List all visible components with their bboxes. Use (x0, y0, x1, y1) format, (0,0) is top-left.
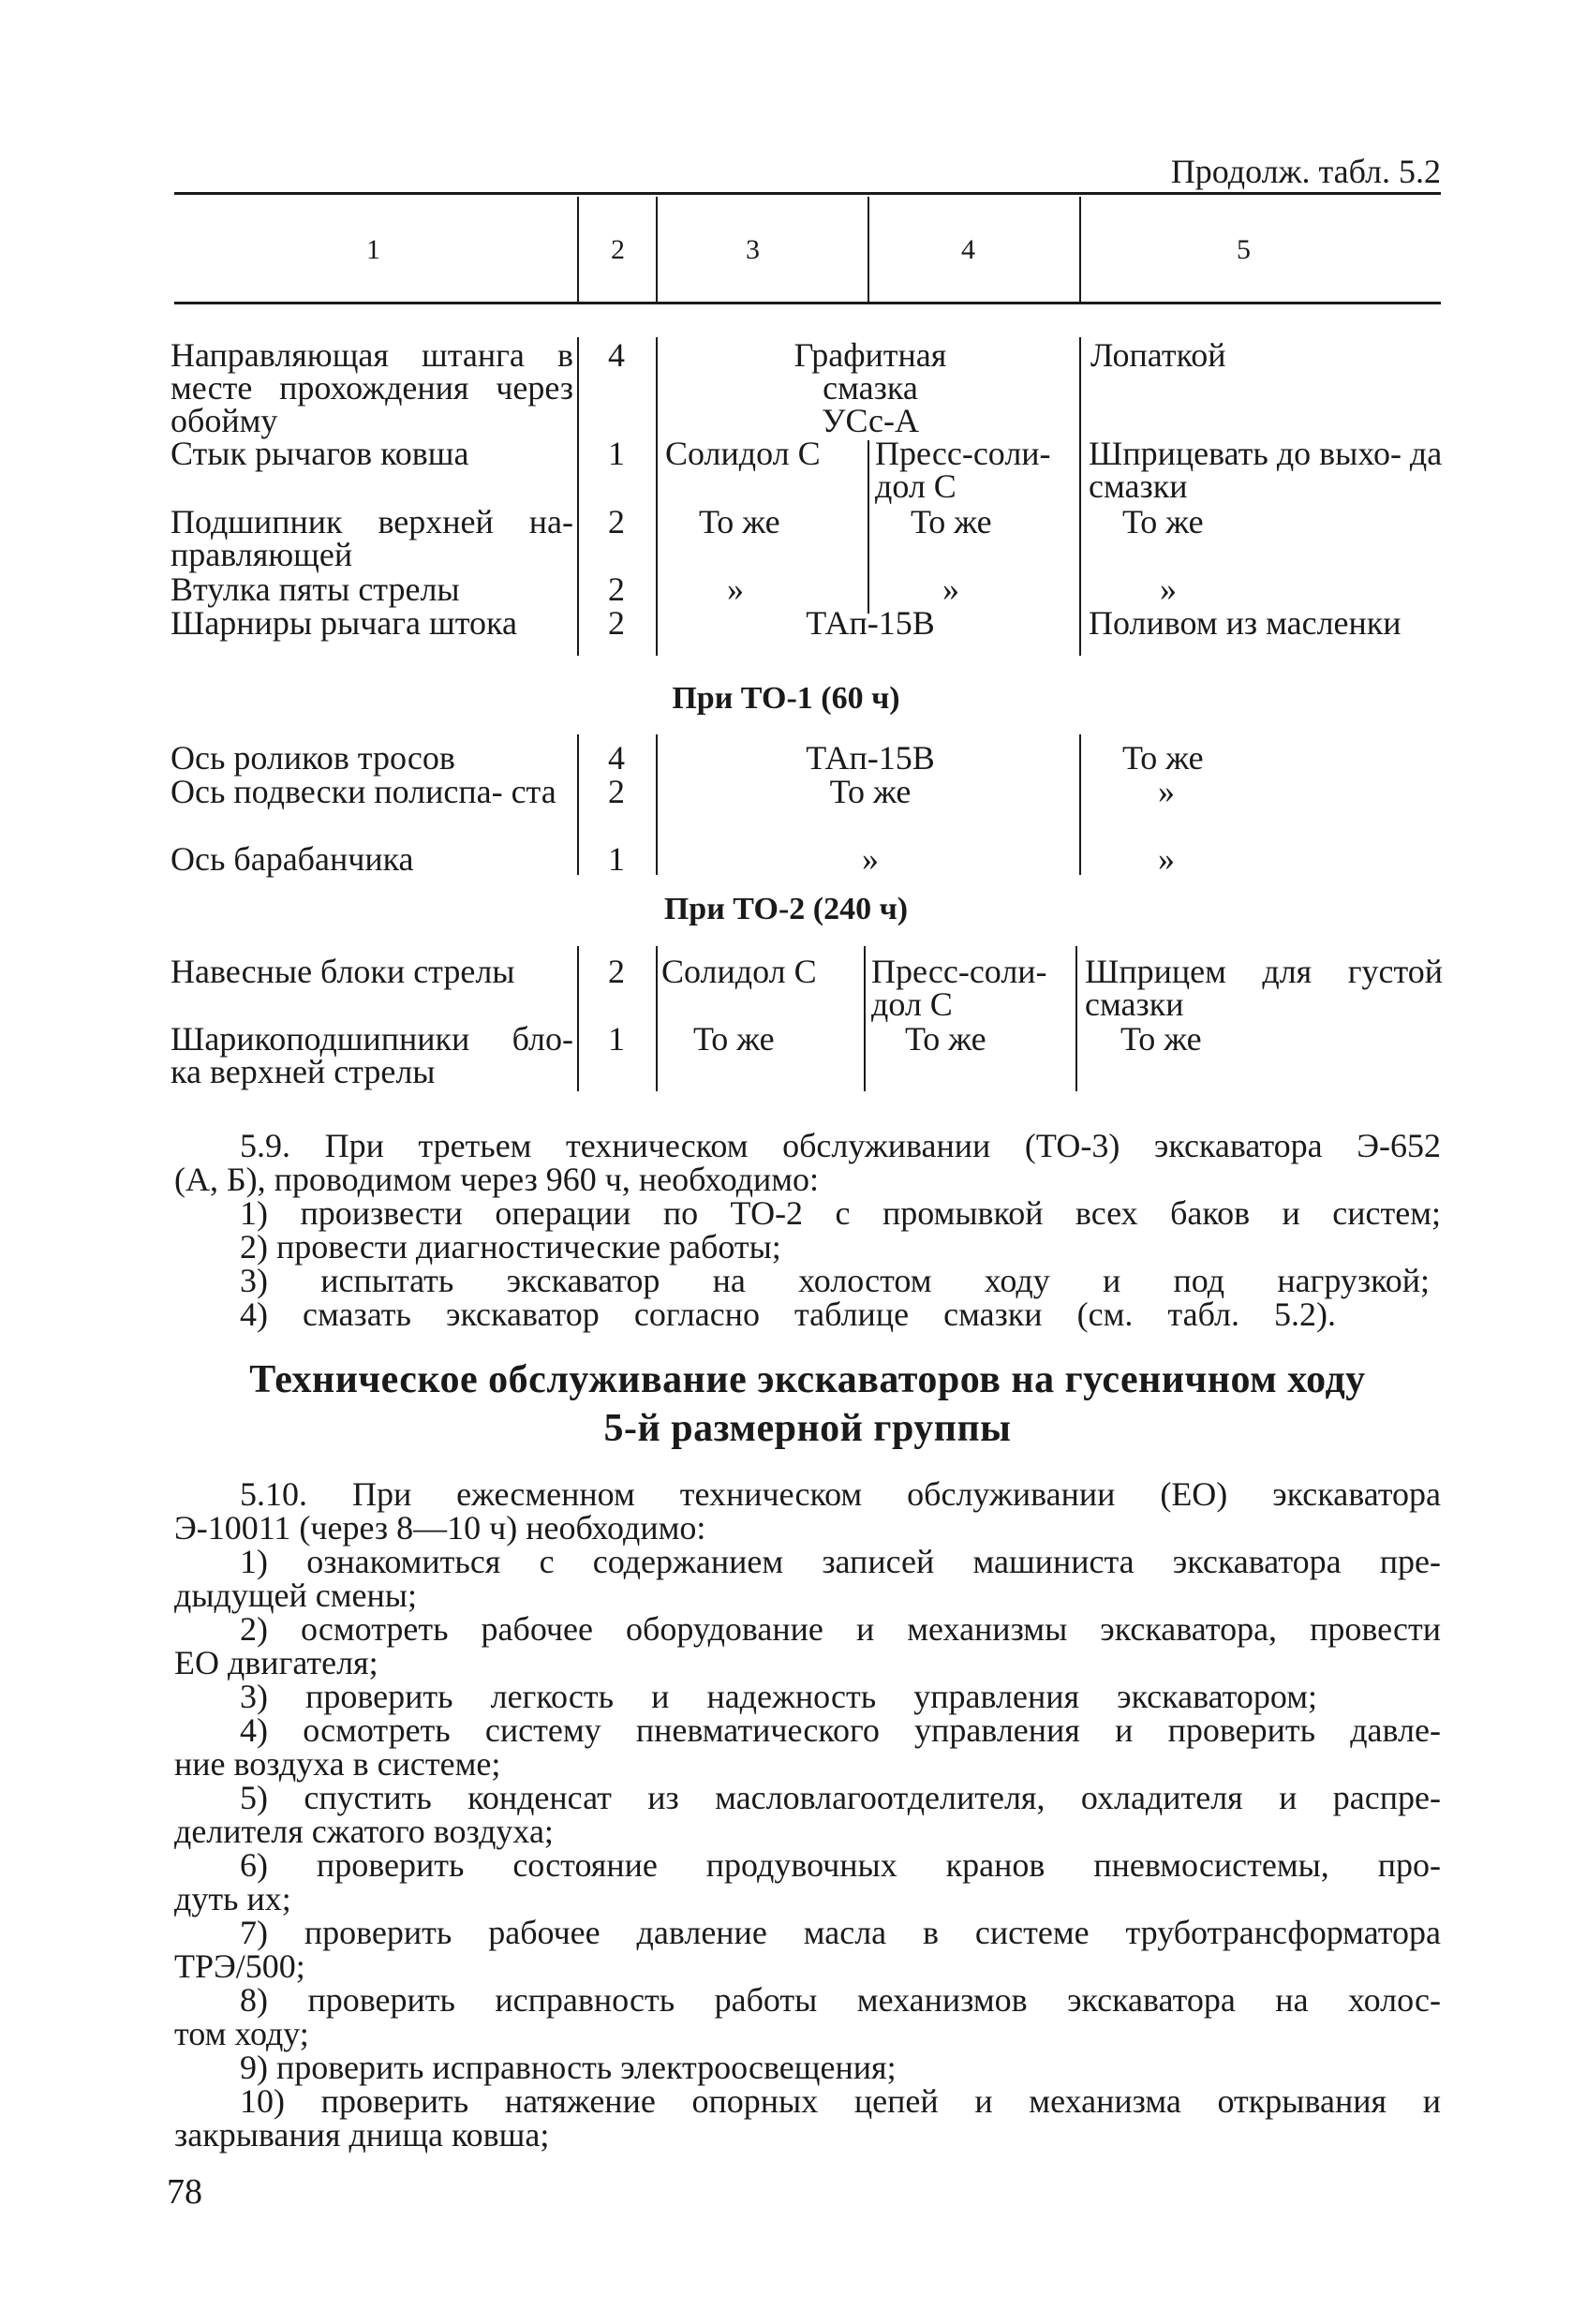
row-item: Шарниры рычага штока (171, 604, 517, 642)
row-lubricant-summer: То же (693, 1020, 775, 1058)
list-item-continuation: ние воздуха в системе; (174, 1745, 501, 1783)
row-lubricant-winter: Пресс-соли- дол С (875, 435, 1051, 505)
row-item: Подшипник верхней на- правляющей (171, 503, 573, 573)
column-number-4: 4 (961, 234, 975, 265)
row-quantity: 1 (608, 1020, 625, 1058)
row-lubricant: ТАп-15В (806, 604, 935, 642)
list-item-continuation: делителя сжатого воздуха; (174, 1813, 554, 1850)
list-item: 4) смазать экскаватор согласно таблице смазки (см. табл. 5.2). (240, 1295, 1336, 1333)
list-item: 1) произвести операции по ТО-2 с промывкой всех баков и систем; (240, 1194, 1441, 1232)
list-item: 10) проверить натяжение опорных цепей и механизма открывания и (240, 2082, 1441, 2120)
row-lubricant: ТАп-15В (806, 739, 935, 777)
row-method: Поливом из масленки (1089, 604, 1401, 642)
row-quantity: 4 (608, 739, 625, 777)
list-item-continuation: дыдущей смены; (174, 1576, 417, 1614)
row-item: Направляющая штанга в месте прохождения через обойму (171, 336, 573, 439)
column-divider (868, 440, 869, 614)
list-item: 7) проверить рабочее давление масла в системе труботрансформатора (240, 1914, 1441, 1951)
column-divider (577, 734, 579, 875)
list-item: 9) проверить исправность электроосвещения; (240, 2049, 897, 2086)
table-continuation-label: Продолж. табл. 5.2 (1170, 153, 1441, 190)
column-divider (656, 946, 658, 1091)
row-method: Шприцевать до выхо- да смазки (1089, 435, 1443, 505)
lubricant-text: Графитная смазка УСс-А (793, 336, 947, 439)
column-divider (1079, 337, 1081, 656)
row-method: Лопаткой (1090, 336, 1226, 374)
row-quantity: 2 (608, 953, 625, 990)
row-quantity: 1 (608, 435, 625, 472)
row-method: То же (1120, 1020, 1202, 1058)
row-lubricant: То же (829, 773, 912, 810)
section-title-to2: При ТО-2 (240 ч) (663, 892, 909, 926)
table-header-rule (174, 302, 1441, 304)
row-item: Ось барабанчика (171, 840, 414, 878)
column-divider (1079, 734, 1081, 875)
paragraph-5-9-line: (А, Б), проводимом через 960 ч, необходимо: (174, 1161, 820, 1198)
column-divider (1075, 946, 1077, 1091)
row-lubricant-winter: То же (911, 503, 992, 540)
row-quantity: 2 (608, 570, 625, 608)
row-item: Втулка пяты стрелы (171, 570, 460, 608)
page-number: 78 (167, 2172, 202, 2212)
column-divider (577, 946, 579, 1091)
row-lubricant-winter: » (942, 570, 959, 608)
column-number-1: 1 (366, 234, 380, 265)
row-method: То же (1122, 739, 1204, 777)
column-divider (656, 734, 658, 875)
row-lubricant-summer: Солидол С (661, 953, 817, 990)
header-divider (868, 197, 869, 302)
row-quantity: 4 (608, 336, 625, 374)
row-item: Шарикоподшипники бло- ка верхней стрелы (171, 1020, 573, 1090)
paragraph-5-9-line: 5.9. При третьем техническом обслуживании (ТО-3) экскаватора Э-652 (240, 1127, 1441, 1164)
list-item: 6) проверить состояние продувочных кранов пневмосистемы, про- (240, 1846, 1441, 1884)
row-lubricant-summer: » (727, 570, 744, 608)
row-item: Стык рычагов ковша (171, 435, 469, 472)
paragraph-5-10-line: Э-10011 (через 8—10 ч) необходимо: (174, 1509, 706, 1547)
column-divider (864, 946, 866, 1091)
column-divider (577, 337, 579, 656)
list-item: 2) осмотреть рабочее оборудование и механизмы экскаватора, провести (240, 1610, 1441, 1648)
list-item: 5) спустить конденсат из масловлагоотделителя, охладителя и распре- (240, 1779, 1441, 1816)
row-lubricant-summer: То же (699, 503, 780, 540)
row-quantity: 2 (608, 604, 625, 642)
row-method: » (1158, 840, 1175, 878)
column-number-3: 3 (746, 234, 760, 265)
section-heading-line: 5-й размерной группы (603, 1407, 1012, 1450)
row-lubricant (661, 336, 1079, 439)
header-divider (1079, 197, 1081, 302)
list-item-continuation: ЕО двигателя; (174, 1644, 378, 1681)
row-method: Шприцем для густой смазки (1085, 953, 1443, 1023)
row-quantity: 2 (608, 773, 625, 810)
row-method: » (1160, 570, 1177, 608)
list-item: 4) осмотреть систему пневматического управления и проверить давле- (240, 1711, 1441, 1749)
row-lubricant: » (862, 840, 879, 878)
list-item-continuation: том ходу; (174, 2015, 309, 2052)
list-item-continuation: ТРЭ/500; (174, 1947, 305, 1985)
section-title-to1: При ТО-1 (60 ч) (672, 681, 900, 716)
column-divider (656, 337, 658, 656)
row-method: То же (1122, 503, 1204, 540)
column-number-2: 2 (611, 234, 625, 265)
table-top-rule (174, 192, 1441, 195)
list-item: 8) проверить исправность работы механизмов экскаватора на холос- (240, 1981, 1441, 2019)
list-item-continuation: закрывания днища ковша; (174, 2116, 550, 2154)
row-lubricant-winter: Пресс-соли- дол С (871, 953, 1047, 1023)
row-quantity: 2 (608, 503, 625, 540)
row-quantity: 1 (608, 840, 625, 878)
row-item: Ось роликов тросов (171, 739, 455, 777)
column-number-5: 5 (1237, 234, 1251, 265)
row-item: Ось подвески полиспа- ста (171, 773, 556, 810)
row-item: Навесные блоки стрелы (171, 953, 515, 990)
list-item: 3) испытать экскаватор на холостом ходу и под нагрузкой; (240, 1262, 1430, 1299)
header-divider (656, 197, 658, 302)
row-method: » (1158, 773, 1175, 810)
section-heading-line: Техническое обслуживание экскаваторов на гусеничном ходу (249, 1358, 1366, 1401)
list-item: 1) ознакомиться с содержанием записей машиниста экскаватора пре- (240, 1543, 1441, 1580)
list-item: 2) провести диагностические работы; (240, 1228, 781, 1266)
row-lubricant-summer: Солидол С (665, 435, 821, 472)
header-divider (577, 197, 579, 302)
list-item-continuation: дуть их; (174, 1880, 291, 1917)
row-lubricant-winter: То же (905, 1020, 986, 1058)
paragraph-5-10-line: 5.10. При ежесменном техническом обслуживании (ЕО) экскаватора (240, 1475, 1441, 1513)
list-item: 3) проверить легкость и надежность управления экскаватором; (240, 1678, 1317, 1715)
